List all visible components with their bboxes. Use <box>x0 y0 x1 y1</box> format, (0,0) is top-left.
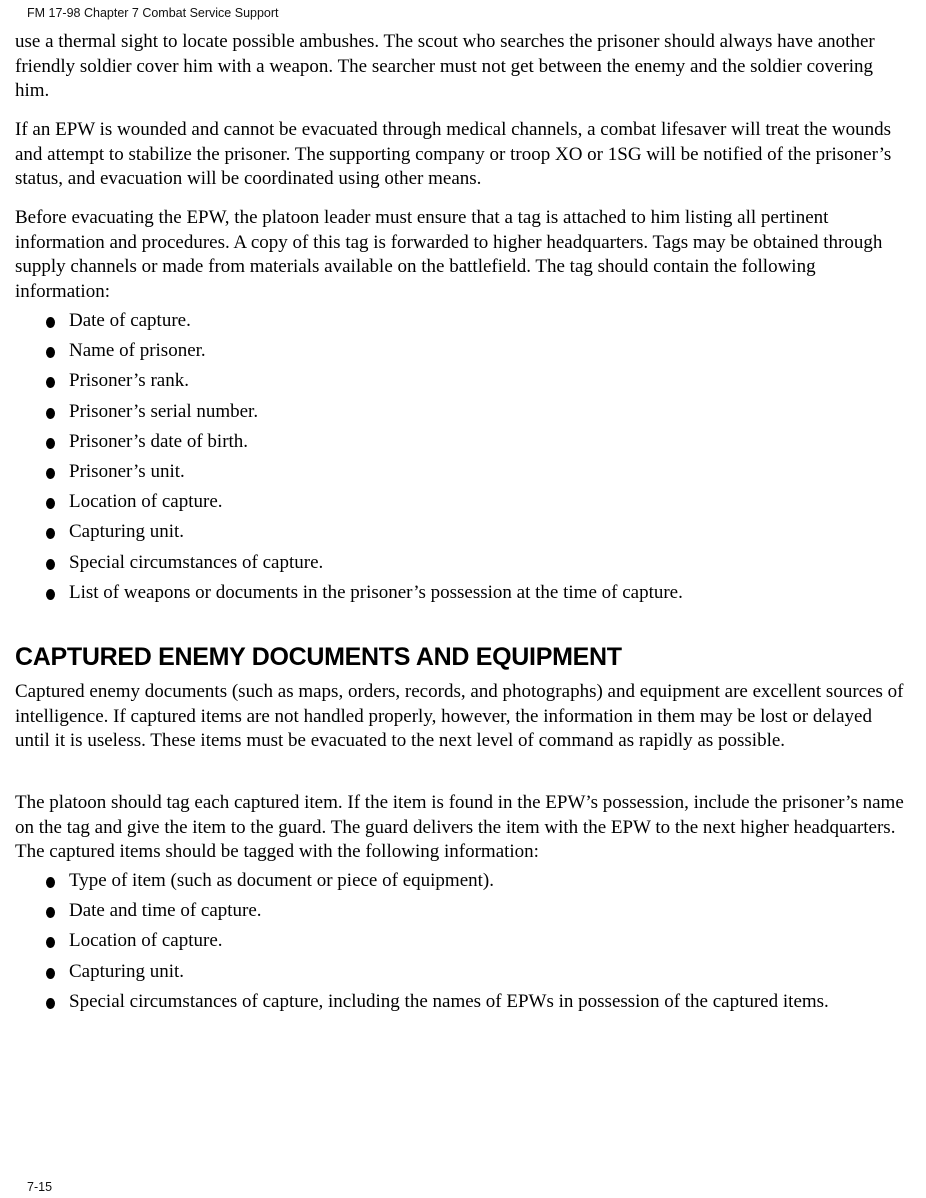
bullet-icon <box>46 877 55 888</box>
prisoner-tag-list <box>15 309 910 611</box>
list-item: Name of prisoner. <box>15 339 910 369</box>
paragraph: Captured enemy documents (such as maps, orders, records, and photographs) and equipment are excellent sources of intelligence. If captured items are not handled properly, however, the information in them may be lost or delayed until it is useless. These items must be evacuated to the next level of command as rapidly as possible. <box>15 681 904 751</box>
list-item: Special circumstances of capture, including the names of EPWs in possession of the captured items. <box>15 990 910 1015</box>
captured-item-tag-list <box>15 869 910 1014</box>
list-item: Location of capture. <box>15 929 910 959</box>
bullet-icon <box>46 408 55 419</box>
paragraph: Before evacuating the EPW, the platoon leader must ensure that a tag is attached to him listing all pertinent information and procedures. A copy of this tag is forwarded to higher headquarters. Tags may be obtained through supply channels or made from materials available on the battlefield. The tag should contain the following information: <box>15 207 883 302</box>
section-heading: CAPTURED ENEMY DOCUMENTS AND EQUIPMENT <box>15 642 622 671</box>
bullet-icon <box>46 468 55 479</box>
bullet-icon <box>46 937 55 948</box>
bullet-icon <box>46 968 55 979</box>
bullet-icon <box>46 347 55 358</box>
list-item: Prisoner’s date of birth. <box>15 430 910 460</box>
list-item: Prisoner’s unit. <box>15 460 910 490</box>
list-item: Date of capture. <box>15 309 910 339</box>
list-item: Date and time of capture. <box>15 899 910 929</box>
page-number: 7-15 <box>27 1180 53 1194</box>
list-item: Type of item (such as document or piece of equipment). <box>15 869 910 899</box>
bullet-icon <box>46 998 55 1009</box>
list-item: List of weapons or documents in the prisoner’s possession at the time of capture. <box>15 581 910 611</box>
bullet-icon <box>46 907 55 918</box>
paragraph: use a thermal sight to locate possible ambushes. The scout who searches the prisoner should always have another friendly soldier cover him with a weapon. The searcher must not get between the enemy and the soldier covering him. <box>15 31 875 101</box>
running-header: FM 17-98 Chapter 7 Combat Service Support <box>27 6 279 20</box>
list-item: Capturing unit. <box>15 520 910 550</box>
paragraph: If an EPW is wounded and cannot be evacuated through medical channels, a combat lifesaver will treat the wounds and attempt to stabilize the prisoner. The supporting company or troop XO or 1SG will be notified of the prisoner’s status, and evacuation will be coordinated using other means. <box>15 119 892 189</box>
bullet-icon <box>46 317 55 328</box>
list-item: Capturing unit. <box>15 960 910 990</box>
list-item: Prisoner’s serial number. <box>15 400 910 430</box>
bullet-icon <box>46 438 55 449</box>
bullet-icon <box>46 528 55 539</box>
bullet-icon <box>46 589 55 600</box>
bullet-icon <box>46 498 55 509</box>
bullet-icon <box>46 559 55 570</box>
list-item: Special circumstances of capture. <box>15 551 910 581</box>
bullet-icon <box>46 377 55 388</box>
paragraph: The platoon should tag each captured item. If the item is found in the EPW’s possession, include the prisoner’s name on the tag and give the item to the guard. The guard delivers the item with the EPW to the next higher headquarters. The captured items should be tagged with the following information: <box>15 792 904 862</box>
list-item: Prisoner’s rank. <box>15 369 910 399</box>
list-item: Location of capture. <box>15 490 910 520</box>
